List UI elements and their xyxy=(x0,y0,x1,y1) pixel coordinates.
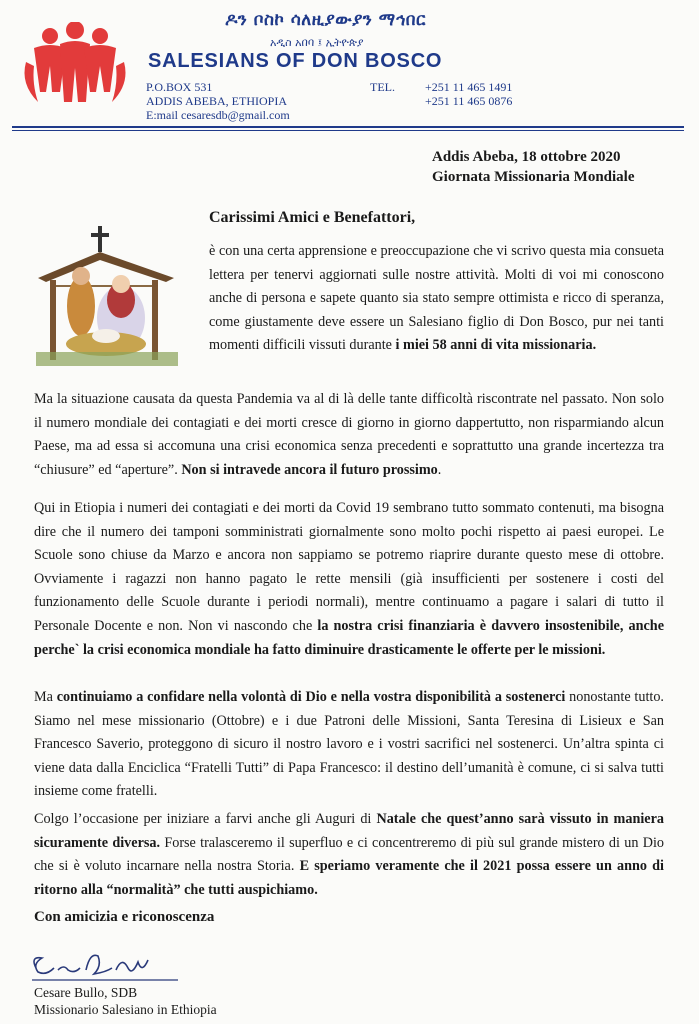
amharic-city: አዲስ አበባ ፤ ኢትዮጵያ xyxy=(270,36,364,49)
signatory-name: Cesare Bullo, SDB xyxy=(34,985,138,1000)
paragraph-4-start: Ma xyxy=(34,689,57,705)
paragraph-4-text: nonostante tutto. Siamo nel mese missionario (Ottobre) e i due Patroni delle Missioni, Santa Teresina di Lisieux e San Francesco Saverio, proteggono di sicuro il nostro lavoro e i vostri sacrifici nel sostenerci. Un’altra spinta ci viene data dalla Enciclica “Fratelli Tutti” di Papa Francesco: il destino dell’umanità è comune, ci si salva tutti insieme come fratelli. xyxy=(34,689,664,800)
paragraph-2 xyxy=(34,388,664,482)
tel-1: +251 11 465 1491 xyxy=(425,80,513,94)
paragraph-2-end: . xyxy=(437,461,442,478)
greeting: Carissimi Amici e Benefattori, xyxy=(209,209,416,226)
city: ADDIS ABEBA, ETHIOPIA xyxy=(146,94,287,108)
date-block xyxy=(432,147,635,187)
paragraph-5-start: Colgo l’occasione per iniziare a farvi anche gli Auguri di xyxy=(34,811,377,827)
tel-label: TEL. xyxy=(370,80,395,94)
paragraph-5-bold-2: E speriamo veramente che il 2021 possa essere un anno di ritorno alla “normalità” che tutti auspichiamo. xyxy=(34,858,664,898)
paragraph-2-bold: Non si intravede ancora il futuro prossimo xyxy=(181,461,438,478)
paragraph-3 xyxy=(34,497,664,662)
amharic-org-name: ዶን ቦስኮ ሳለዚያውያን ማኅበር xyxy=(225,10,426,30)
signatory-block xyxy=(34,984,217,1018)
tel-2: +251 11 465 0876 xyxy=(425,94,513,108)
date-line: Addis Abeba, 18 ottobre 2020 xyxy=(432,149,621,165)
paragraph-3-text: Qui in Etiopia i numeri dei contagiati e dei morti da Covid 19 sembrano tutto sommato contenuti, ma bisogna dire che il numero dei tamponi somministrati giornalmente sono molto pochi rispetto ai paesi europei. Le Scuole sono chiuse da Marzo e ancora non sappiamo se potremo riaprire durante questo mese di ottobre. Ovviamente i ragazzi non hanno pagato le rette mensili (già insufficienti per sostenere i costi del funzionamento delle Scuole durante i periodi normali), mentre continuamo a pagare i salari di tutto il Personale Docente e non. Non vi nascondo che xyxy=(34,500,664,634)
paragraph-5-text: Forse tralasceremo il superfluo e ci concentreremo di più sul grande mistero di un Dio che si è voluto incarnare nella nostra Storia. xyxy=(34,834,664,875)
header-rule-thin xyxy=(12,130,684,131)
paragraph-4 xyxy=(34,686,664,804)
paragraph-4-bold: continuiamo a confidare nella volontà di Dio e nella vostra disponibilità a sostenerci xyxy=(56,689,566,705)
paragraph-1-text: è con una certa apprensione e preoccupazione che vi scrivo questa mia consueta lettera per tenervi aggiornati sulle nostre attività. Molti di voi mi conoscono anche di persona e sapete quanto sia stato sempre ottimista e ricco di speranza, come giustamente deve essere un Salesiano figlio di Don Bosco, pur nei tanti momenti difficili vissuti durante xyxy=(209,243,664,354)
nativity-illustration xyxy=(36,226,178,366)
closing-line: Con amicizia e riconoscenza xyxy=(34,909,215,925)
paragraph-3-bold: la nostra crisi finanziaria è davvero insostenibile, anche perche` la crisi economica mondiale ha fatto diminuire drasticamente le offerte per le missioni. xyxy=(34,617,664,658)
salesians-logo xyxy=(20,22,130,114)
org-name: SALESIANS OF DON BOSCO xyxy=(148,50,443,72)
pobox: P.O.BOX 531 xyxy=(146,80,213,94)
paragraph-5 xyxy=(34,808,664,902)
handwritten-signature xyxy=(28,946,198,986)
tel-numbers xyxy=(425,80,512,108)
signatory-title: Missionario Salesiano in Ethiopia xyxy=(34,1002,217,1017)
postal-address xyxy=(146,80,290,122)
paragraph-1 xyxy=(209,240,664,358)
header-rule xyxy=(12,126,684,128)
paragraph-1-bold: i miei 58 anni di vita missionaria. xyxy=(395,337,597,354)
paragraph-5-bold-1: Natale che quest’anno sarà vissuto in maniera sicuramente diversa. xyxy=(34,811,664,851)
email: E:mail cesaresdb@gmail.com xyxy=(146,108,290,122)
occasion-line: Giornata Missionaria Mondiale xyxy=(432,169,635,185)
paragraph-2-text: Ma la situazione causata da questa Pandemia va al di là delle tante difficoltà riscontrate nel passato. Non solo il numero mondiale dei contagiati e dei morti cresce di giorno in giorno dappertutto, non risparmiando alcun Paese, ma ad essa si accomuna una crisi economica senza precedenti e soprattutto una grande incertezza tra “chiusure” ed “aperture”. xyxy=(34,391,664,478)
